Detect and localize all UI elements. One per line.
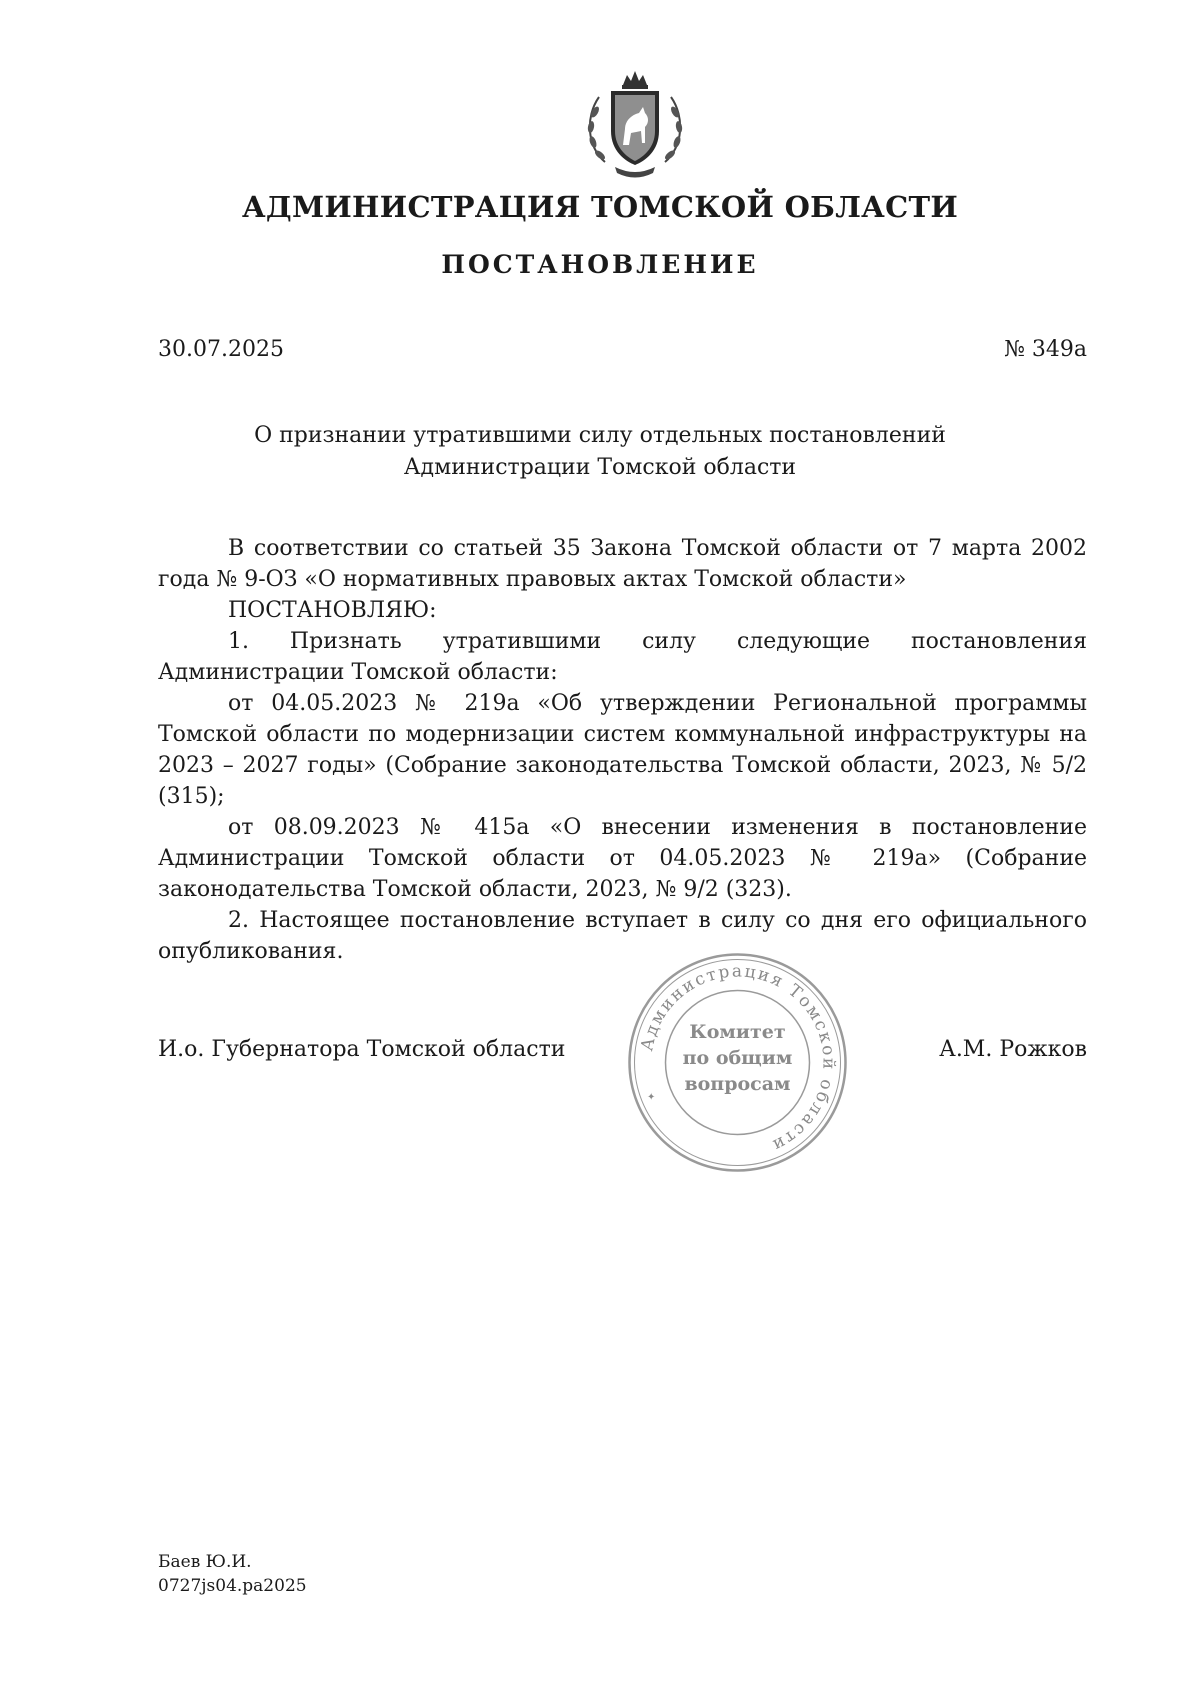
stamp-center-line-1: Комитет <box>689 1021 786 1043</box>
document-number: № 349а <box>1004 337 1087 362</box>
signatory-name: А.М. Рожков <box>939 1037 1087 1062</box>
document-subject <box>0 420 1200 484</box>
signatory-role: И.о. Губернатора Томской области <box>158 1037 566 1062</box>
document-type: ПОСТАНОВЛЕНИЕ <box>441 250 759 279</box>
stamp-center-line-2: по общим <box>682 1047 793 1069</box>
document-date: 30.07.2025 <box>158 337 284 362</box>
body-paragraph: 1. Признать утратившими силу следующие постановления Администрации Томской области: <box>158 629 1087 685</box>
footer-info <box>158 1550 307 1598</box>
body-paragraph: В соответствии со статьей 35 Закона Томской области от 7 марта 2002 года № 9-ОЗ «О нормативных правовых актах Томской области» <box>158 536 1087 592</box>
coat-of-arms-icon <box>565 67 705 187</box>
body-paragraph: ПОСТАНОВЛЯЮ: <box>228 598 437 623</box>
stamp-center-line-3: вопросам <box>684 1073 791 1095</box>
organization-title: АДМИНИСТРАЦИЯ ТОМСКОЙ ОБЛАСТИ <box>241 190 959 224</box>
svg-text:✦: ✦ <box>647 1092 656 1103</box>
official-stamp <box>625 950 850 1175</box>
body-paragraph: 2. Настоящее постановление вступает в силу со дня его официального опубликования. <box>158 908 1087 964</box>
subject-line-1: О признании утратившими силу отдельных постановлений <box>254 423 946 448</box>
document-body <box>158 533 1087 967</box>
body-paragraph: от 08.09.2023 № 415а «О внесении изменения в постановление Администрации Томской области от 04.05.2023 № 219а» (Собрание законодательства Томской области, 2023, № 9/2 (323). <box>158 815 1087 902</box>
body-paragraph: от 04.05.2023 № 219а «Об утверждении Региональной программы Томской области по модернизации систем коммунальной инфраструктуры на 2023 – 2027 годы» (Собрание законодательства Томской области, 2023, № 5/2 (315); <box>158 691 1087 809</box>
file-code: 0727js04.pa2025 <box>158 1576 307 1596</box>
executor-name: Баев Ю.И. <box>158 1552 252 1572</box>
stamp-ring-text: Администрация Томской области <box>637 961 839 1156</box>
subject-line-2: Администрации Томской области <box>403 455 797 480</box>
